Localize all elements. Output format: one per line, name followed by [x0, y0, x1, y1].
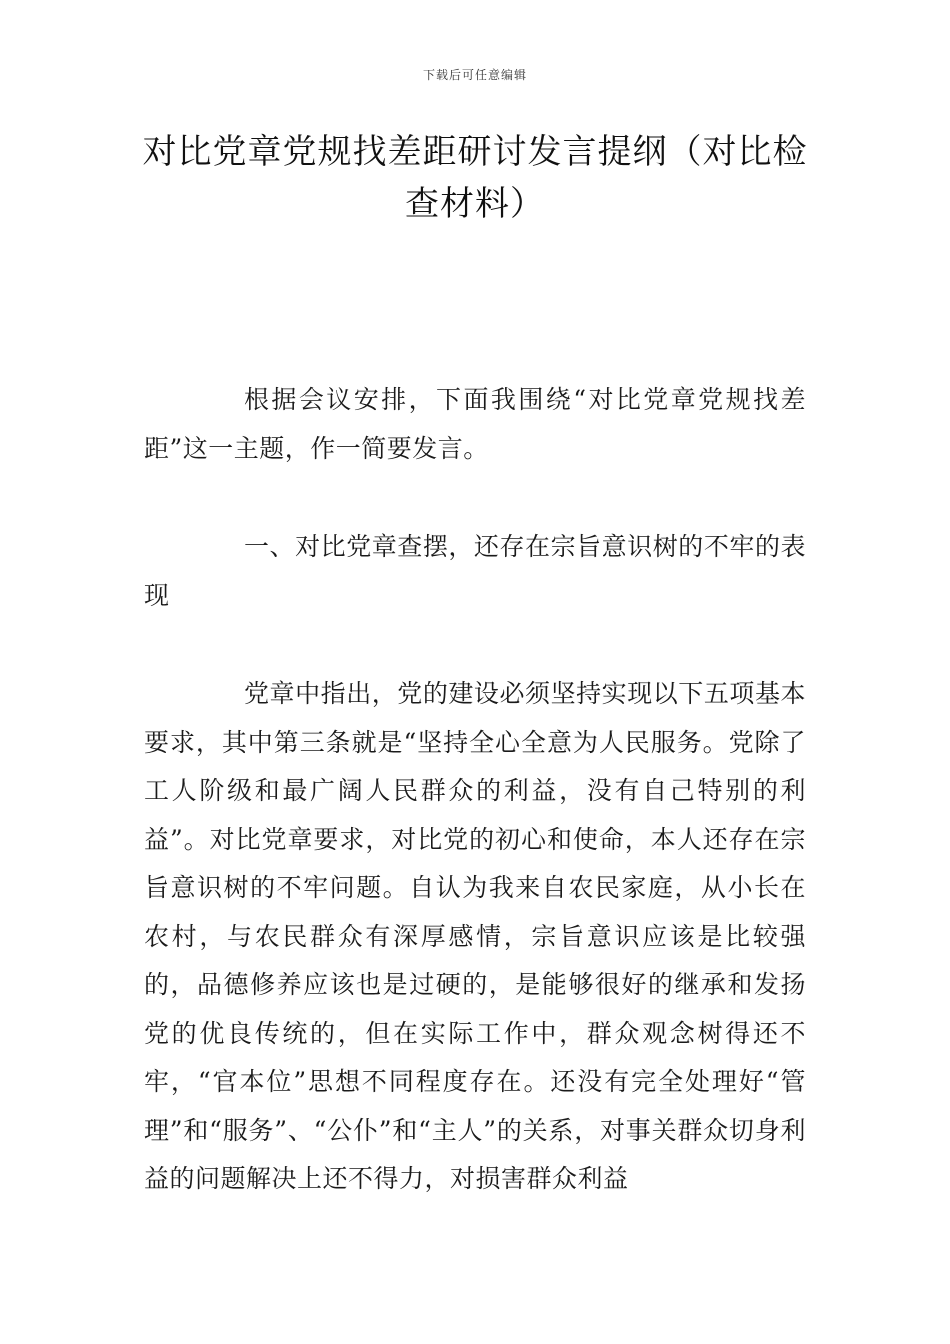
- section-heading-1: 一、对比党章查摆，还存在宗旨意识树的不牢的表现: [144, 532, 806, 610]
- paragraph-body: 党章中指出，党的建设必须坚持实现以下五项基本要求，其中第三条就是“坚持全心全意为人民服务。党除了工人阶级和最广阔人民群众的利益，没有自己特别的利益”。对比党章要求，对比党的初心和使命，本人还存在宗旨意识树的不牢问题。自认为我来自农民家庭，从小长在农村，与农民群众有深厚感情，宗旨意识应该是比较强的，品德修养应该也是过硬的，是能够很好的继承和发扬党的优良传统的，但在实际工作中，群众观念树得还不牢，“官本位”思想不同程度存在。还没有完全处理好“管理”和“服务”、“公仆”和“主人”的关系，对事关群众切身利益的问题解决上还不得力，对损害群众利益: [144, 679, 806, 1193]
- document-body: [144, 376, 806, 1204]
- header-note: 下载后可任意编辑: [422, 68, 527, 82]
- document-title: 对比党章党规找差距研讨发言提纲（对比检查材料）: [142, 132, 808, 224]
- paragraph-intro: 根据会议安排，下面我围绕“对比党章党规找差距”这一主题，作一简要发言。: [144, 385, 806, 463]
